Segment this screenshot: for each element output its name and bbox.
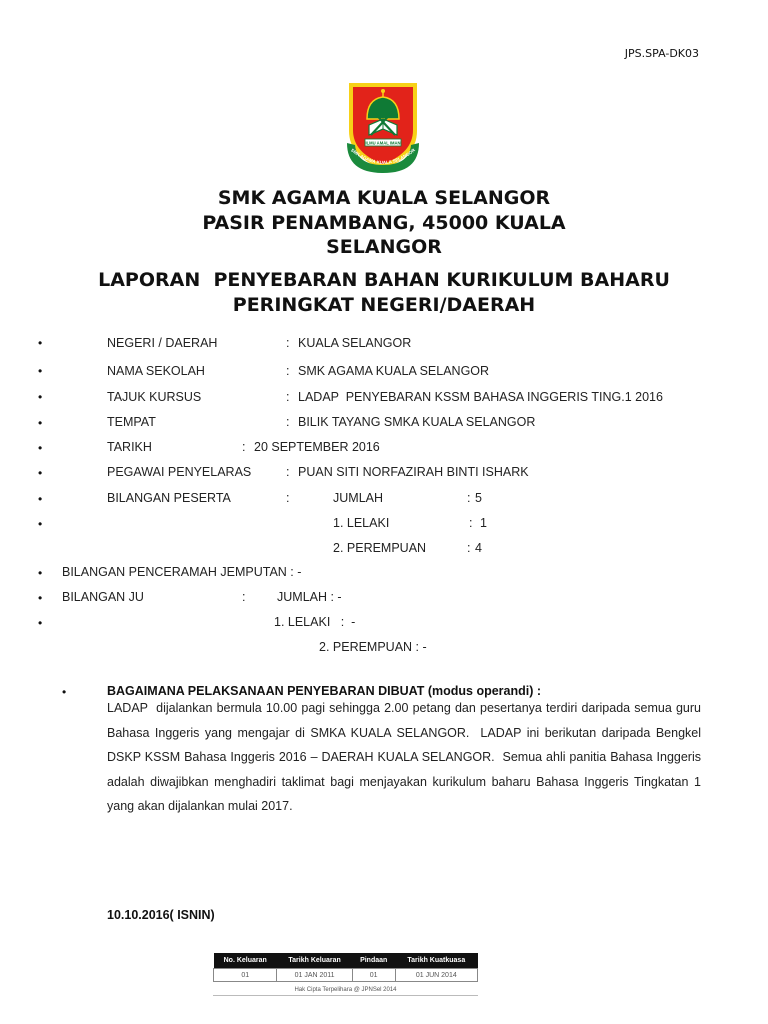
field-colon: : bbox=[286, 415, 290, 429]
field-colon: : bbox=[286, 465, 290, 479]
school-crest-logo bbox=[341, 79, 425, 179]
revision-table-row bbox=[214, 969, 478, 982]
bullet-marker bbox=[38, 492, 42, 506]
ju-jumlah: JUMLAH : - bbox=[277, 590, 342, 604]
field-value-penyelaras: PUAN SITI NORFAZIRAH BINTI ISHARK bbox=[298, 465, 529, 479]
bullet-marker bbox=[38, 517, 42, 531]
field-colon: : bbox=[467, 541, 471, 555]
field-label-tempat: TEMPAT bbox=[107, 415, 156, 429]
bullet-marker bbox=[38, 416, 42, 430]
pelaksanaan-heading: BAGAIMANA PELAKSANAAN PENYEBARAN DIBUAT (modus operandi) : bbox=[107, 684, 542, 698]
bullet-marker bbox=[62, 685, 66, 699]
school-address-line-3: SELANGOR bbox=[326, 236, 442, 258]
field-label-negeri: NEGERI / DAERAH bbox=[107, 336, 218, 350]
report-date: 10.10.2016( ISNIN) bbox=[107, 908, 215, 922]
school-name-heading bbox=[0, 186, 768, 260]
document-code: JPS.SPA-DK03 bbox=[624, 47, 699, 60]
bullet-marker bbox=[38, 616, 42, 630]
bullet-marker bbox=[38, 591, 42, 605]
copyright-note: Hak Cipta Terpelihara @ JPNSel 2014 bbox=[213, 987, 478, 996]
field-colon: : bbox=[242, 590, 246, 604]
field-colon: : bbox=[286, 390, 290, 404]
field-colon: : bbox=[467, 491, 471, 505]
field-colon: : bbox=[286, 364, 290, 378]
report-title-line-2: PERINGKAT NEGERI/DAERAH bbox=[232, 293, 536, 316]
peserta-jumlah-value: 5 bbox=[475, 491, 482, 505]
ju-lelaki: 1. LELAKI : - bbox=[274, 615, 356, 629]
field-label-penyelaras: PEGAWAI PENYELARAS bbox=[107, 465, 252, 479]
report-title-line-1: LAPORAN PENYEBARAN BAHAN KURIKULUM BAHARU bbox=[98, 269, 670, 291]
field-value-tarikh: 20 SEPTEMBER 2016 bbox=[254, 440, 380, 454]
field-colon: : bbox=[286, 336, 290, 350]
field-colon: : bbox=[242, 440, 246, 454]
peserta-perempuan-value: 4 bbox=[475, 541, 482, 555]
field-value-negeri: KUALA SELANGOR bbox=[298, 336, 412, 350]
peserta-perempuan-label: 2. PEREMPUAN bbox=[333, 541, 427, 555]
revision-header-cell: Tarikh Kuatkuasa bbox=[395, 953, 477, 969]
peserta-jumlah-label: JUMLAH bbox=[333, 491, 384, 505]
bullet-marker bbox=[38, 441, 42, 455]
revision-header-cell: No. Keluaran bbox=[214, 953, 277, 969]
bullet-marker bbox=[38, 466, 42, 480]
field-label-ju: BILANGAN JU bbox=[62, 590, 144, 604]
field-penceramah: BILANGAN PENCERAMAH JEMPUTAN : - bbox=[62, 565, 302, 579]
bullet-marker bbox=[38, 566, 42, 580]
revision-table-header-row bbox=[214, 953, 478, 969]
field-value-kursus: LADAP PENYEBARAN KSSM BAHASA INGGERIS TING.1 2016 bbox=[298, 390, 663, 404]
bullet-marker bbox=[38, 390, 42, 404]
field-colon: : bbox=[286, 491, 290, 505]
field-value-sekolah: SMK AGAMA KUALA SELANGOR bbox=[298, 364, 490, 378]
field-colon: : bbox=[469, 516, 473, 530]
svg-text:SMK AGAMA KUALA SELANGOR: SMK AGAMA KUALA SELANGOR bbox=[349, 147, 417, 166]
revision-header-cell: Tarikh Keluaran bbox=[277, 953, 352, 969]
field-value-tempat: BILIK TAYANG SMKA KUALA SELANGOR bbox=[298, 415, 536, 429]
revision-value-cell: 01 bbox=[214, 969, 277, 982]
bullet-marker bbox=[38, 364, 42, 378]
revision-table bbox=[213, 953, 478, 982]
revision-value-cell: 01 bbox=[352, 969, 395, 982]
school-name-line-1: SMK AGAMA KUALA SELANGOR bbox=[217, 187, 551, 209]
report-title bbox=[0, 268, 768, 317]
peserta-lelaki-value: 1 bbox=[480, 516, 487, 530]
field-label-tarikh: TARIKH bbox=[107, 440, 152, 454]
field-label-sekolah: NAMA SEKOLAH bbox=[107, 364, 205, 378]
ju-perempuan: 2. PEREMPUAN : - bbox=[319, 640, 427, 654]
school-address-line-2: PASIR PENAMBANG, 45000 KUALA bbox=[202, 211, 566, 234]
pelaksanaan-paragraph: LADAP dijalankan bermula 10.00 pagi sehingga 2.00 petang dan pesertanya terdiri daripada semua guru Bahasa Inggeris yang mengajar di SMKA KUALA SELANGOR. LADAP ini berikutan daripada Bengkel DSKP KSSM Bahasa Inggeris 2016 – DAERAH KUALA SELANGOR. Semua ahli panitia Bahasa Inggeris adalah diwajibkan menghadiri taklimat bagi menjayakan kurikulum baharu Bahasa Inggeris Tingkatan 1 yang akan dijalankan mulai 2017. bbox=[107, 701, 705, 813]
revision-header-cell: Pindaan bbox=[352, 953, 395, 969]
svg-text:ILMU AMAL IMAN: ILMU AMAL IMAN bbox=[365, 140, 401, 146]
field-label-peserta: BILANGAN PESERTA bbox=[107, 491, 231, 505]
field-label-kursus: TAJUK KURSUS bbox=[107, 390, 202, 404]
revision-value-cell: 01 JUN 2014 bbox=[395, 969, 477, 982]
peserta-lelaki-label: 1. LELAKI bbox=[333, 516, 390, 530]
bullet-marker bbox=[38, 336, 42, 350]
revision-value-cell: 01 JAN 2011 bbox=[277, 969, 352, 982]
